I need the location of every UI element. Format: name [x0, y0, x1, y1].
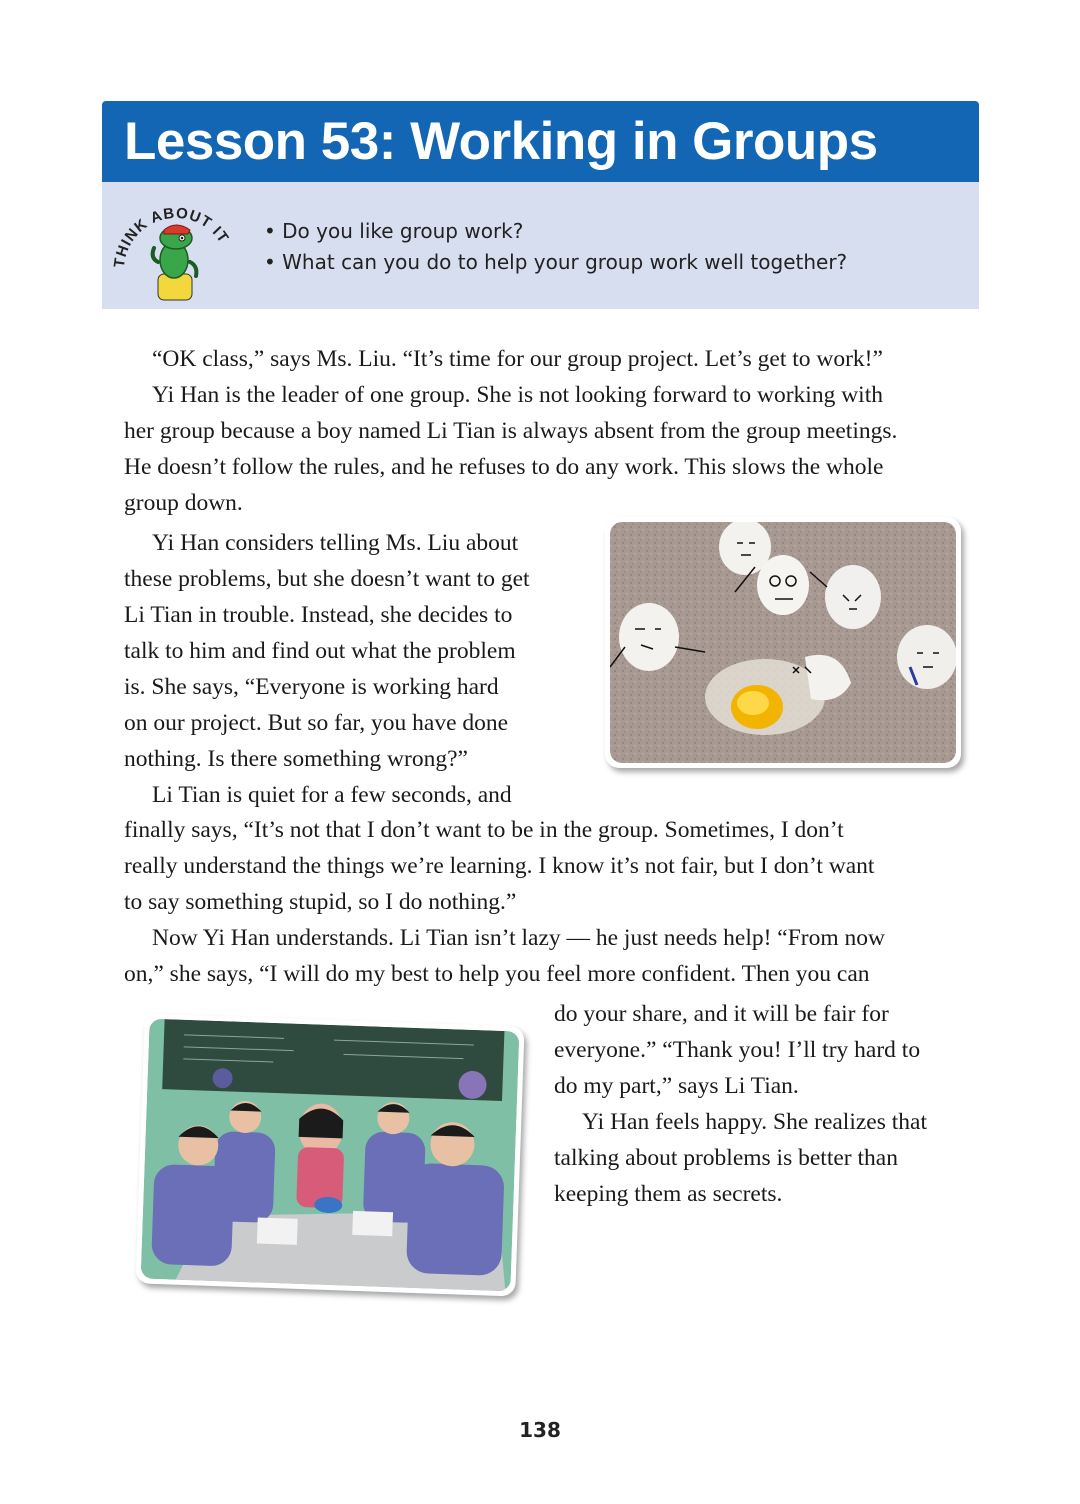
paragraph-5-line-4: everyone.” “Thank you! I’ll try hard to — [554, 1037, 921, 1063]
paragraph-4-line-1: Li Tian is quiet for a few seconds, and — [152, 782, 512, 808]
paragraph-4-line-3: really understand the things we’re learning. I know it’s not fair, but I don’t want — [124, 853, 875, 879]
think-about-it-box — [102, 182, 979, 309]
paragraph-3-line-2: these problems, but she doesn’t want to get — [124, 566, 530, 592]
paragraph-5-line-1: Now Yi Han understands. Li Tian isn’t lazy — he just needs help! “From now — [152, 925, 885, 951]
think-question-2: • What can you do to help your group work well together? — [264, 247, 847, 278]
think-about-it-badge — [110, 192, 240, 302]
paragraph-6-line-1: Yi Han feels happy. She realizes that — [582, 1109, 927, 1135]
paragraph-6-line-2: talking about problems is better than — [554, 1145, 898, 1171]
paragraph-5-line-3: do your share, and it will be fair for — [554, 1001, 889, 1027]
lesson-title: Lesson 53: Working in Groups — [124, 112, 878, 171]
dinosaur-mascot-icon — [153, 225, 197, 300]
paragraph-6-line-3: keeping them as secrets. — [554, 1181, 783, 1207]
lesson-title-bar — [102, 101, 979, 182]
paragraph-2-line-1: Yi Han is the leader of one group. She is not looking forward to working with — [152, 382, 883, 408]
paragraph-1: “OK class,” says Ms. Liu. “It’s time for our group project. Let’s get to work!” — [152, 346, 883, 372]
paragraph-3-line-7: nothing. Is there something wrong?” — [124, 746, 468, 772]
badge-text: THINK ABOUT IT — [110, 204, 233, 269]
paragraph-3-line-3: Li Tian in trouble. Instead, she decides to — [124, 602, 513, 628]
paragraph-3-line-4: talk to him and find out what the problem — [124, 638, 516, 664]
classroom-group-photo — [135, 1013, 524, 1296]
paragraph-2-line-2: her group because a boy named Li Tian is always absent from the group meetings. — [124, 418, 898, 444]
paragraph-3-line-1: Yi Han considers telling Ms. Liu about — [152, 530, 519, 556]
paragraph-2-line-3: He doesn’t follow the rules, and he refuses to do any work. This slows the whole — [124, 454, 884, 480]
paragraph-3-line-5: is. She says, “Everyone is working hard — [124, 674, 499, 700]
eggs-photo — [605, 517, 961, 768]
paragraph-5-line-5: do my part,” says Li Tian. — [554, 1073, 799, 1099]
think-questions — [264, 216, 847, 278]
page-number: 138 — [519, 1418, 561, 1442]
paragraph-3-line-6: on our project. But so far, you have done — [124, 710, 509, 736]
paragraph-4-line-2: finally says, “It’s not that I don’t want to be in the group. Sometimes, I don’t — [124, 817, 844, 843]
paragraph-5-line-2: on,” she says, “I will do my best to help you feel more confident. Then you can — [124, 961, 870, 987]
think-question-1: • Do you like group work? — [264, 216, 847, 247]
paragraph-2-line-4: group down. — [124, 490, 243, 516]
paragraph-4-line-4: to say something stupid, so I do nothing.” — [124, 889, 517, 915]
